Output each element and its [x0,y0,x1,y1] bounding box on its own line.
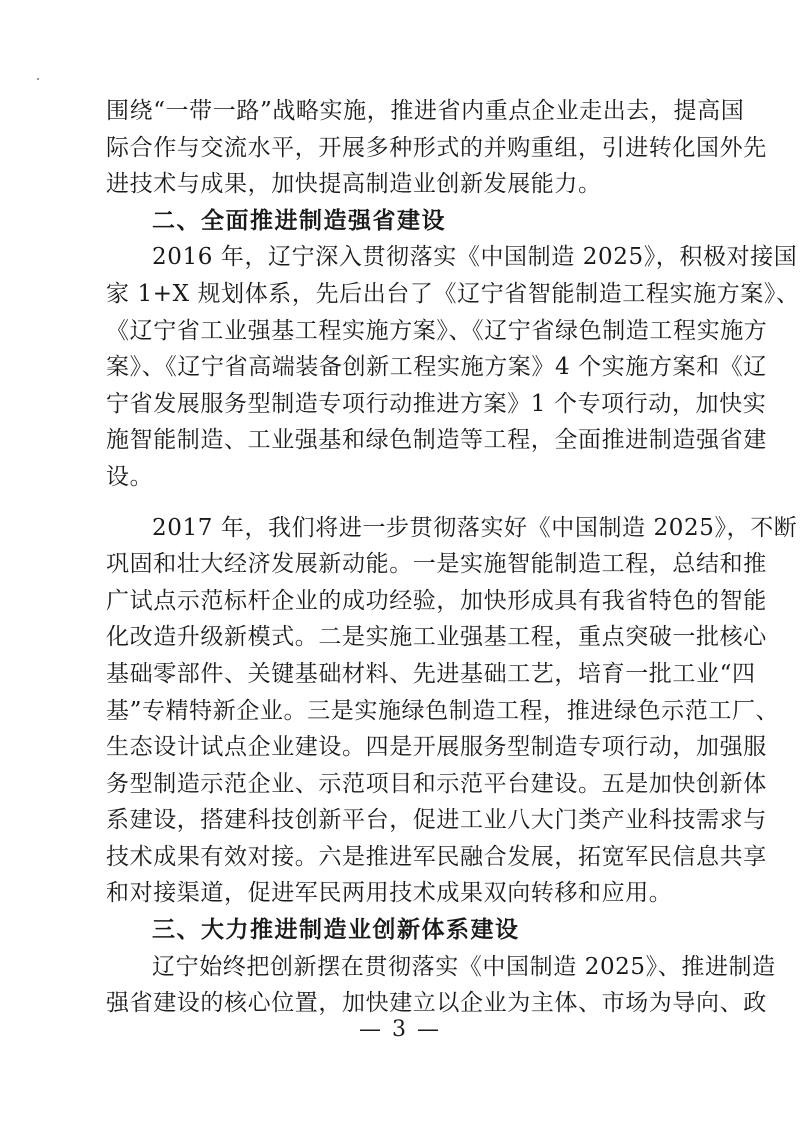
text-line: 2016 年，辽宁深入贯彻落实《中国制造 2025》，积极对接国 [152,244,798,271]
text-line: 辽宁始终把创新摆在贯彻落实《中国制造 2025》、推进制造 [152,953,776,980]
text-line: 施智能制造、工业强基和绿色制造等工程，全面推进制造强省建 [106,427,767,454]
section-heading: 三、大力推进制造业创新体系建设 [152,917,520,944]
paragraph [106,239,800,495]
scan-speck [37,78,39,80]
text-line: 广试点示范标杆企业的成功经验，加快形成具有我省特色的智能 [106,587,767,614]
text-line: 化改造升级新模式。二是实施工业强基工程，重点突破一批核心 [106,624,767,651]
text-line: 系建设，搭建科技创新平台，促进工业八大门类产业科技需求与 [106,807,767,834]
paragraph-gap [106,496,686,510]
text-line: 强省建设的核心位置，加快建立以企业为主体、市场为导向、政 [106,990,767,1017]
paragraph [106,93,767,203]
text-line: 2017 年，我们将进一步贯彻落实好《中国制造 2025》，不断 [152,514,798,541]
document-body [106,93,800,1022]
text-line: 基础零部件、关键基础材料、先进基础工艺，培育一批工业“四 [106,660,756,687]
page-number: — 3 — [359,1017,441,1042]
text-line: 设。 [106,463,154,490]
text-line: 技术成果有效对接。六是推进军民融合发展，拓宽军民信息共享 [106,843,767,870]
text-line: 案》、《辽宁省高端装备创新工程实施方案》4 个实施方案和《辽 [106,354,767,381]
paragraph [106,949,776,1022]
text-line: 基”专精特新企业。三是实施绿色制造工程，推进绿色示范工厂、 [106,697,780,724]
text-line: 和对接渠道，促进军民两用技术成果双向转移和应用。 [106,880,673,907]
text-line: 生态设计试点企业建设。四是开展服务型制造专项行动，加强服 [106,734,767,761]
text-line: 宁省发展服务型制造专项行动推进方案》1 个专项行动，加快实 [106,390,767,417]
text-line: 进技术与成果，加快提高制造业创新发展能力。 [106,171,602,198]
text-line: 务型制造示范企业、示范项目和示范平台建设。五是加快创新体 [106,770,767,797]
text-line: 《辽宁省工业强基工程实施方案》、《辽宁省绿色制造工程实施方 [106,317,768,344]
section-heading: 二、全面推进制造强省建设 [152,207,446,234]
paragraph [106,510,798,913]
text-line: 际合作与交流水平，开展多种形式的并购重组，引进转化国外先 [106,134,767,161]
text-line: 巩固和壮大经济发展新动能。一是实施智能制造工程，总结和推 [106,551,767,578]
text-line: 围绕“一带一路”战略实施，推进省内重点企业走出去，提高国 [106,98,745,124]
text-line: 家 1+X 规划体系，先后出台了《辽宁省智能制造工程实施方案》、 [106,280,800,307]
